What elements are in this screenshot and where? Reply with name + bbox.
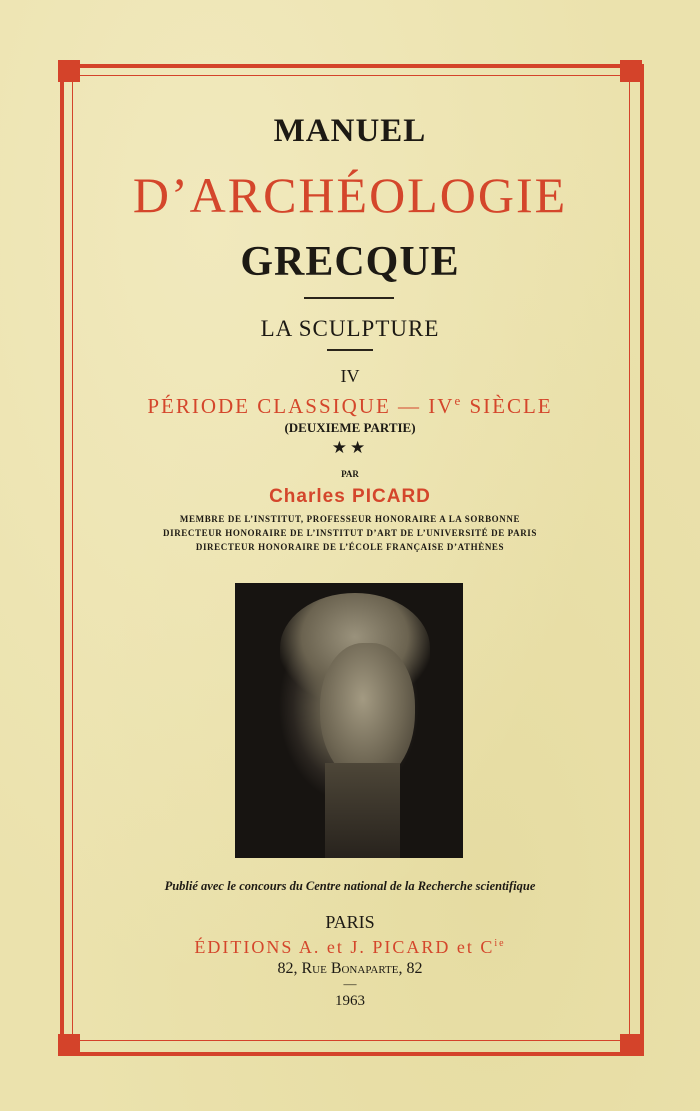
stars: ★★ — [331, 438, 369, 457]
series-title: MANUEL — [273, 113, 427, 149]
address: 82, Rue Bonaparte, 82 — [277, 960, 423, 977]
author: Charles PICARD — [269, 486, 431, 507]
publisher — [0, 937, 700, 958]
main-title-2: GRECQUE — [240, 239, 460, 285]
period-text: PÉRIODE CLASSIQUE — IV — [147, 394, 455, 418]
volume-number: IV — [340, 366, 360, 386]
credential-line: DIRECTEUR HONORAIRE DE L’ÉCOLE FRANÇAISE D’ATHÈNES — [195, 542, 505, 552]
period — [0, 393, 700, 419]
photo-neck — [325, 763, 400, 858]
period-sup: e — [454, 393, 463, 408]
frame-corner — [620, 1034, 642, 1056]
frame-corner — [58, 1034, 80, 1056]
main-title: D’ARCHÉOLOGIE — [132, 167, 568, 223]
dash: — — [343, 976, 357, 991]
support-note: Publié avec le concours du Centre national de la Recherche scientifique — [164, 879, 536, 893]
frame-corner — [620, 60, 642, 82]
subject: LA SCULPTURE — [260, 316, 440, 341]
part: (DEUXIEME PARTIE) — [284, 420, 416, 435]
by-label: PAR — [341, 469, 359, 479]
city: PARIS — [325, 912, 375, 932]
sculpture-head-photo — [235, 583, 463, 858]
divider — [327, 349, 373, 351]
photo-face — [320, 643, 415, 783]
frame-corner — [58, 60, 80, 82]
credential-line: DIRECTEUR HONORAIRE DE L’INSTITUT D’ART DE L’UNIVERSITÉ DE PARIS — [163, 528, 537, 538]
credential-line: MEMBRE DE L’INSTITUT, PROFESSEUR HONORAIRE A LA SORBONNE — [179, 514, 521, 524]
publisher-text: ÉDITIONS A. et J. PICARD et C — [194, 937, 495, 957]
period-end: SIÈCLE — [462, 394, 553, 418]
divider — [304, 297, 394, 299]
publisher-sup: ie — [494, 938, 506, 949]
year: 1963 — [335, 993, 365, 1009]
